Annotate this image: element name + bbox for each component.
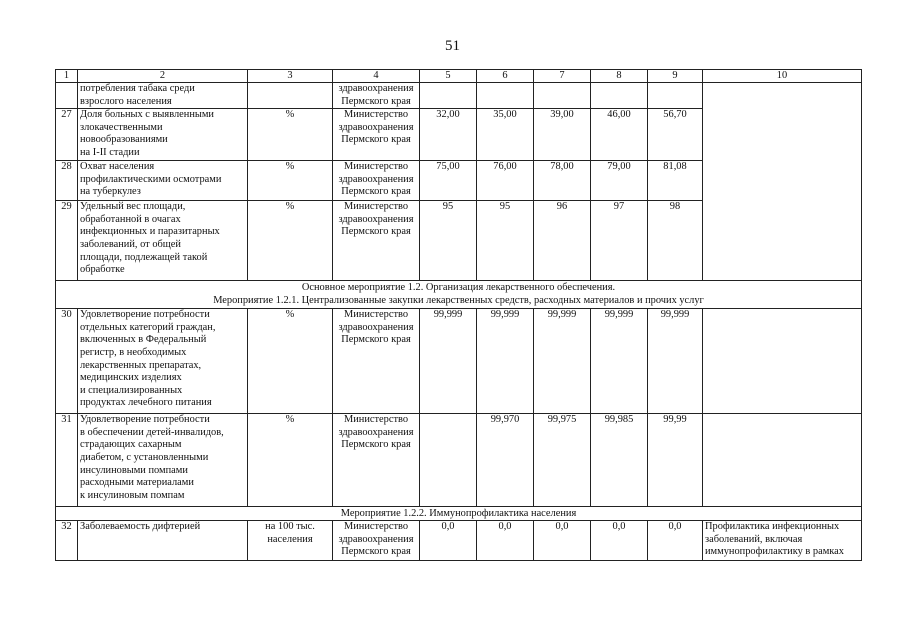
- section-header-row: [56, 507, 862, 521]
- column-number: 4: [333, 70, 420, 83]
- indicator-name: потребления табака среди взрослого населения: [78, 83, 248, 109]
- column-number: 7: [534, 70, 591, 83]
- executor-cell: Министерство здравоохранения Пермского края: [333, 309, 420, 414]
- table-row: [56, 309, 862, 414]
- subsection-title: Мероприятие 1.2.1. Централизованные закупки лекарственных средств, расходных материалов и прочих услуг: [213, 295, 704, 307]
- value-cell: 99,999: [591, 309, 648, 414]
- value-cell: 99,970: [477, 414, 534, 507]
- unit-cell: [248, 83, 333, 109]
- value-cell: [591, 83, 648, 109]
- table-row: [56, 83, 862, 109]
- note-cell: [703, 309, 862, 414]
- indicator-name: Доля больных с выявленными злокачественными новообразованиями на I-II стадии: [78, 109, 248, 161]
- value-cell: [420, 414, 477, 507]
- column-number: 3: [248, 70, 333, 83]
- value-cell: 99,999: [648, 309, 703, 414]
- value-cell: 78,00: [534, 161, 591, 201]
- value-cell: [648, 83, 703, 109]
- executor-cell: Министерство здравоохранения Пермского края: [333, 161, 420, 201]
- subsection-title: Мероприятие 1.2.2. Иммунопрофилактика населения: [340, 508, 577, 520]
- executor-cell: Министерство здравоохранения Пермского края: [333, 521, 420, 561]
- value-cell: 95: [420, 201, 477, 281]
- value-cell: 99,985: [591, 414, 648, 507]
- value-cell: 46,00: [591, 109, 648, 161]
- value-cell: 97: [591, 201, 648, 281]
- unit-cell: %: [248, 161, 333, 201]
- column-number: 6: [477, 70, 534, 83]
- value-cell: 0,0: [648, 521, 703, 561]
- value-cell: 98: [648, 201, 703, 281]
- column-number: 10: [703, 70, 862, 83]
- indicator-name: Заболеваемость дифтерией: [78, 521, 248, 561]
- value-cell: 35,00: [477, 109, 534, 161]
- indicator-name: Удовлетворение потребности в обеспечении детей-инвалидов, страдающих сахарным диабетом, с установленными инсулиновыми помпами расходными материалами к инсулиновым помпам: [78, 414, 248, 507]
- column-numbers-row: [56, 70, 862, 83]
- row-number: 30: [56, 309, 78, 414]
- row-number: 29: [56, 201, 78, 281]
- value-cell: 0,0: [534, 521, 591, 561]
- executor-cell: Министерство здравоохранения Пермского края: [333, 414, 420, 507]
- value-cell: [420, 83, 477, 109]
- row-number: 31: [56, 414, 78, 507]
- value-cell: 75,00: [420, 161, 477, 201]
- value-cell: 95: [477, 201, 534, 281]
- column-number: 1: [56, 70, 78, 83]
- row-number: 27: [56, 109, 78, 161]
- indicator-name: Удельный вес площади, обработанной в очагах инфекционных и паразитарных заболеваний, от общей площади, подлежащей такой обработке: [78, 201, 248, 281]
- value-cell: 0,0: [420, 521, 477, 561]
- unit-cell: %: [248, 309, 333, 414]
- value-cell: 0,0: [477, 521, 534, 561]
- value-cell: 99,999: [534, 309, 591, 414]
- value-cell: 99,99: [648, 414, 703, 507]
- value-cell: 0,0: [591, 521, 648, 561]
- column-number: 2: [78, 70, 248, 83]
- indicator-name: Удовлетворение потребности отдельных категорий граждан, включенных в Федеральный регистр, в необходимых лекарственных препаратах, медицинских изделиях и специализированных продуктах лечебного питания: [78, 309, 248, 414]
- executor-cell: Министерство здравоохранения Пермского края: [333, 109, 420, 161]
- column-number: 5: [420, 70, 477, 83]
- note-cell: [703, 414, 862, 507]
- unit-cell: на 100 тыс. населения: [248, 521, 333, 561]
- value-cell: 99,999: [420, 309, 477, 414]
- value-cell: [477, 83, 534, 109]
- column-number: 9: [648, 70, 703, 83]
- indicator-name: Охват населения профилактическими осмотрами на туберкулез: [78, 161, 248, 201]
- note-cell: Профилактика инфекционных заболеваний, включая иммунопрофилактику в рамках: [703, 521, 862, 561]
- row-number: [56, 83, 78, 109]
- row-number: 32: [56, 521, 78, 561]
- section-header: [56, 507, 862, 521]
- value-cell: 81,08: [648, 161, 703, 201]
- indicators-table: [55, 69, 862, 561]
- executor-cell: Министерство здравоохранения Пермского края: [333, 201, 420, 281]
- value-cell: 99,975: [534, 414, 591, 507]
- section-title: Основное мероприятие 1.2. Организация лекарственного обеспечения.: [301, 282, 616, 294]
- table-row: [56, 521, 862, 561]
- unit-cell: %: [248, 201, 333, 281]
- value-cell: [534, 83, 591, 109]
- section-header: [56, 281, 862, 309]
- value-cell: 99,999: [477, 309, 534, 414]
- executor-cell: здравоохранения Пермского края: [333, 83, 420, 109]
- section-header-row: [56, 281, 862, 309]
- row-number: 28: [56, 161, 78, 201]
- unit-cell: %: [248, 109, 333, 161]
- column-number: 8: [591, 70, 648, 83]
- value-cell: 96: [534, 201, 591, 281]
- table-row: [56, 414, 862, 507]
- value-cell: 79,00: [591, 161, 648, 201]
- value-cell: 56,70: [648, 109, 703, 161]
- value-cell: 39,00: [534, 109, 591, 161]
- value-cell: 76,00: [477, 161, 534, 201]
- value-cell: 32,00: [420, 109, 477, 161]
- note-cell: [703, 83, 862, 281]
- unit-cell: %: [248, 414, 333, 507]
- page-number: 51: [445, 38, 460, 54]
